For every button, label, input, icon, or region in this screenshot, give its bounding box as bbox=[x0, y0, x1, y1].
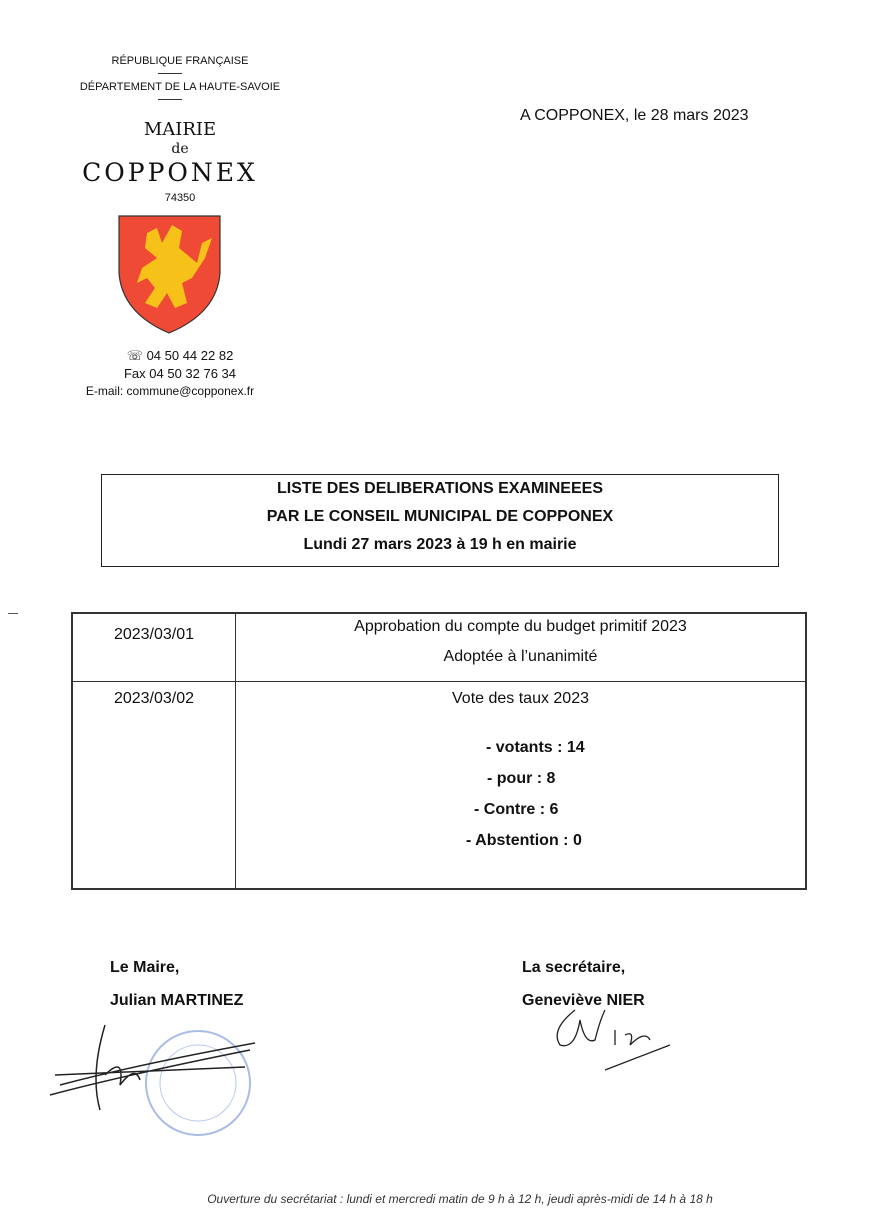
secretary-signature bbox=[545, 1000, 675, 1075]
telephone-icon: ☏ bbox=[126, 348, 147, 363]
title-line-2: PAR LE CONSEIL MUNICIPAL DE COPPONEX bbox=[266, 508, 614, 525]
de-label: de bbox=[171, 141, 189, 157]
deliberation-number: 2023/03/01 bbox=[72, 613, 236, 681]
table-row bbox=[72, 681, 806, 889]
margin-mark bbox=[8, 613, 18, 614]
divider bbox=[158, 99, 182, 100]
votes-abstention: - Abstention : 0 bbox=[466, 831, 582, 849]
phone-number: 04 50 44 22 82 bbox=[146, 348, 234, 363]
secretary-title: La secrétaire, bbox=[522, 959, 626, 976]
divider bbox=[158, 73, 182, 74]
secretary-name: Geneviève NIER bbox=[522, 992, 645, 1009]
fax-number: Fax 04 50 32 76 34 bbox=[123, 366, 237, 381]
deliberation-number: 2023/03/02 bbox=[72, 681, 236, 889]
votes-votants: - votants : 14 bbox=[486, 738, 585, 756]
deliberation-cell bbox=[236, 681, 807, 889]
votes-pour: - pour : 8 bbox=[487, 769, 556, 787]
postcode: 74350 bbox=[164, 192, 196, 204]
commune-name: COPPONEX bbox=[82, 158, 258, 187]
department-label: DÉPARTEMENT DE LA HAUTE-SAVOIE bbox=[79, 81, 281, 93]
mayor-signature-and-stamp bbox=[45, 1015, 275, 1140]
phone-line bbox=[60, 348, 300, 364]
mayor-title: Le Maire, bbox=[110, 959, 180, 976]
deliberation-subject: Vote des taux 2023 bbox=[452, 689, 589, 707]
email-address: E-mail: commune@copponex.fr bbox=[85, 384, 255, 398]
deliberation-cell bbox=[236, 613, 807, 681]
title-line-1: LISTE DES DELIBERATIONS EXAMINEEES bbox=[277, 480, 603, 497]
place-date: A COPPONEX, le 28 mars 2023 bbox=[520, 107, 749, 124]
republic-label: RÉPUBLIQUE FRANÇAISE bbox=[111, 55, 249, 67]
deliberations-table bbox=[71, 612, 807, 890]
deliberation-result: Adoptée à l’unanimité bbox=[443, 648, 598, 665]
mayor-name: Julian MARTINEZ bbox=[110, 992, 244, 1009]
table-row bbox=[72, 613, 806, 681]
title-line-3: Lundi 27 mars 2023 à 19 h en mairie bbox=[303, 536, 577, 553]
mairie-label: MAIRIE bbox=[143, 119, 217, 140]
title-box bbox=[101, 474, 779, 567]
deliberation-subject: Approbation du compte du budget primitif 2023 bbox=[354, 618, 687, 635]
votes-contre: - Contre : 6 bbox=[474, 800, 559, 818]
footer-opening-hours: Ouverture du secrétariat : lundi et mercredi matin de 9 h à 12 h, jeudi après-midi de 14 h à 18 h bbox=[207, 1192, 713, 1206]
coat-of-arms-logo bbox=[117, 213, 223, 335]
